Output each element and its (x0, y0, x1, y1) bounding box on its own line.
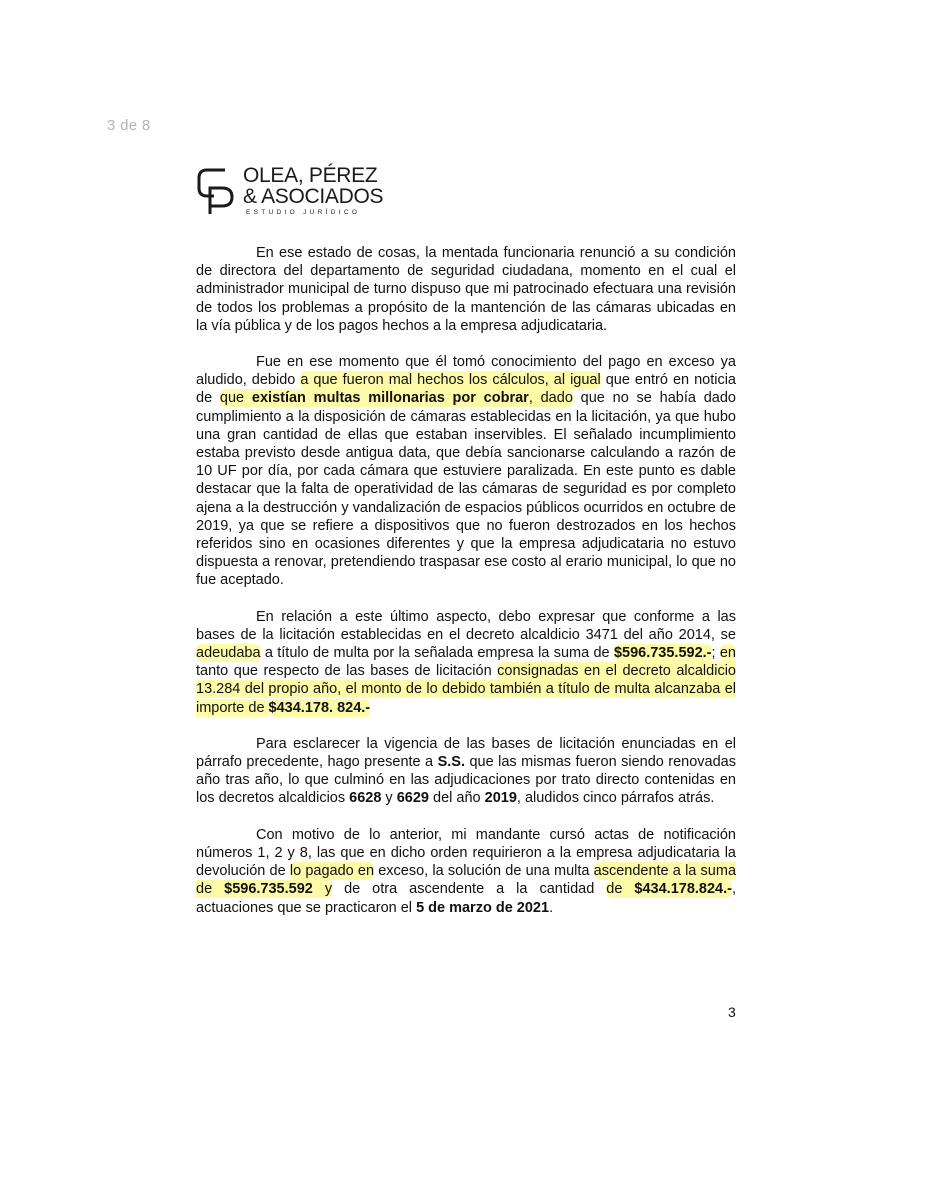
text-span: Con motivo de lo anterior, mi mandante cursó actas de notificación números 1, 2 y 8, las que en dicho orden requirieron a la empresa adjudicataria la devolución de (196, 826, 736, 880)
paragraph-1: En ese estado de cosas, la mentada funcionaria renunció a su condición de directora del departamento de seguridad ciudadana, momento en el cual el administrador municipal de turno dispuso que mi patrocinado efectuara una revisión de todos los problemas a propósito de la mantención de las cámaras ubicadas en la vía pública y de los pagos hechos a la empresa adjudicataria. (196, 245, 736, 334)
firm-name-line1: OLEA, PÉREZ (243, 164, 378, 187)
firm-name-line2: & ASOCIADOS (243, 185, 384, 208)
amount-2: $434.178. 824.- (268, 699, 371, 716)
text-span: del año (428, 790, 485, 807)
highlighted-text (220, 389, 573, 407)
highlighted-text: en (719, 645, 736, 662)
firm-logo (196, 164, 416, 224)
text-span: exceso, la solución de una multa (374, 863, 594, 880)
text-span: ascendente a la suma de (196, 863, 737, 898)
highlighted-text: lo pagado en (289, 863, 375, 880)
bold-text: S.S. (437, 754, 465, 771)
text-span: Fue en ese momento que él tomó conocimiento del pago en exceso ya aludido, debido (196, 354, 736, 389)
paragraph-4 (196, 735, 736, 808)
text-span: que las mismas fueron siendo renovadas año tras año, lo que culminó en las adjudicaciones por trato directo contenidas en los decretos alcaldicios (196, 754, 736, 807)
text-span: , aludidos cinco párrafos atrás. (516, 790, 715, 807)
highlighted-text: adeudaba (196, 645, 261, 662)
firm-monogram-icon (196, 166, 236, 218)
amount-3: $596.735.592 (224, 881, 313, 898)
text-span: que entró en noticia de (196, 372, 736, 407)
paragraph-2 (196, 353, 736, 590)
amount-4: $434.178.824.- (634, 881, 732, 898)
text-span: a título de multa por la señalada empresa la suma de (260, 645, 614, 662)
text-span: y (312, 881, 333, 898)
text-span: , actuaciones que se practicaron el (196, 881, 736, 916)
decree-number: 6628 (349, 790, 382, 807)
firm-name (243, 165, 383, 207)
text-span: ; (711, 645, 720, 662)
paragraph-5 (196, 826, 736, 917)
text-span: de (606, 881, 635, 898)
highlighted-text: consignadas en el decreto alcaldicio 13.284 del propio año, el monto de lo debido también a título de multa alcanzaba el importe de (196, 663, 736, 716)
page-number: 3 (728, 1004, 736, 1020)
document-body (196, 244, 736, 935)
text-span: y (381, 790, 397, 807)
amount-1: $596.735.592.- (613, 645, 712, 662)
text-span: Para esclarecer la vigencia de las bases de licitación enunciadas en el párrafo precedente, hago presente a (196, 735, 736, 771)
paragraph-3 (196, 608, 736, 717)
date: 5 de marzo de 2021 (416, 899, 550, 916)
page-counter: 3 de 8 (107, 117, 151, 134)
text-span: , dado (528, 390, 573, 407)
text-span: que no se había dado cumplimiento a la disposición de cámaras establecidas en la licitación, ya que hubo una gran cantidad de ellas que estaban inservibles. El señalado incumplimiento estaba previsto desde antigua data, que debía sancionarse calculando a razón de 10 UF por día, por cada cámara que estuviere paralizada. En este punto es dable destacar que la falta de operatividad de las cámaras de seguridad es por completo ajena a la destrucción y vandalización de espacios públicos ocurridos en octubre de 2019, ya que se refiere a dispositivos que no fueron destrozados en los hechos referidos sino en ocasiones diferentes y que la empresa adjudicataria no estuvo dispuesta a renovar, pretendiendo traspasar ese costo al erario municipal, lo que no fue aceptado. (196, 390, 736, 589)
text-span: que (219, 390, 252, 407)
text-span: de otra ascendente a la cantidad (332, 881, 607, 898)
text-span: tanto que respecto de las bases de licitación (196, 663, 498, 680)
decree-number: 6629 (396, 790, 429, 807)
text-span: En relación a este último aspecto, debo expresar que conforme a las bases de la licitación establecidas en el decreto alcaldicio 3471 del año 2014, se (196, 608, 736, 643)
year: 2019 (484, 790, 517, 807)
bold-text: existían multas millonarias por cobrar (251, 390, 529, 407)
firm-tagline: ESTUDIO JURÍDICO (246, 209, 361, 216)
highlighted-text: a que fueron mal hechos los cálculos, al igual (300, 372, 601, 389)
text-span: . (549, 899, 554, 916)
highlighted-text (606, 880, 732, 898)
